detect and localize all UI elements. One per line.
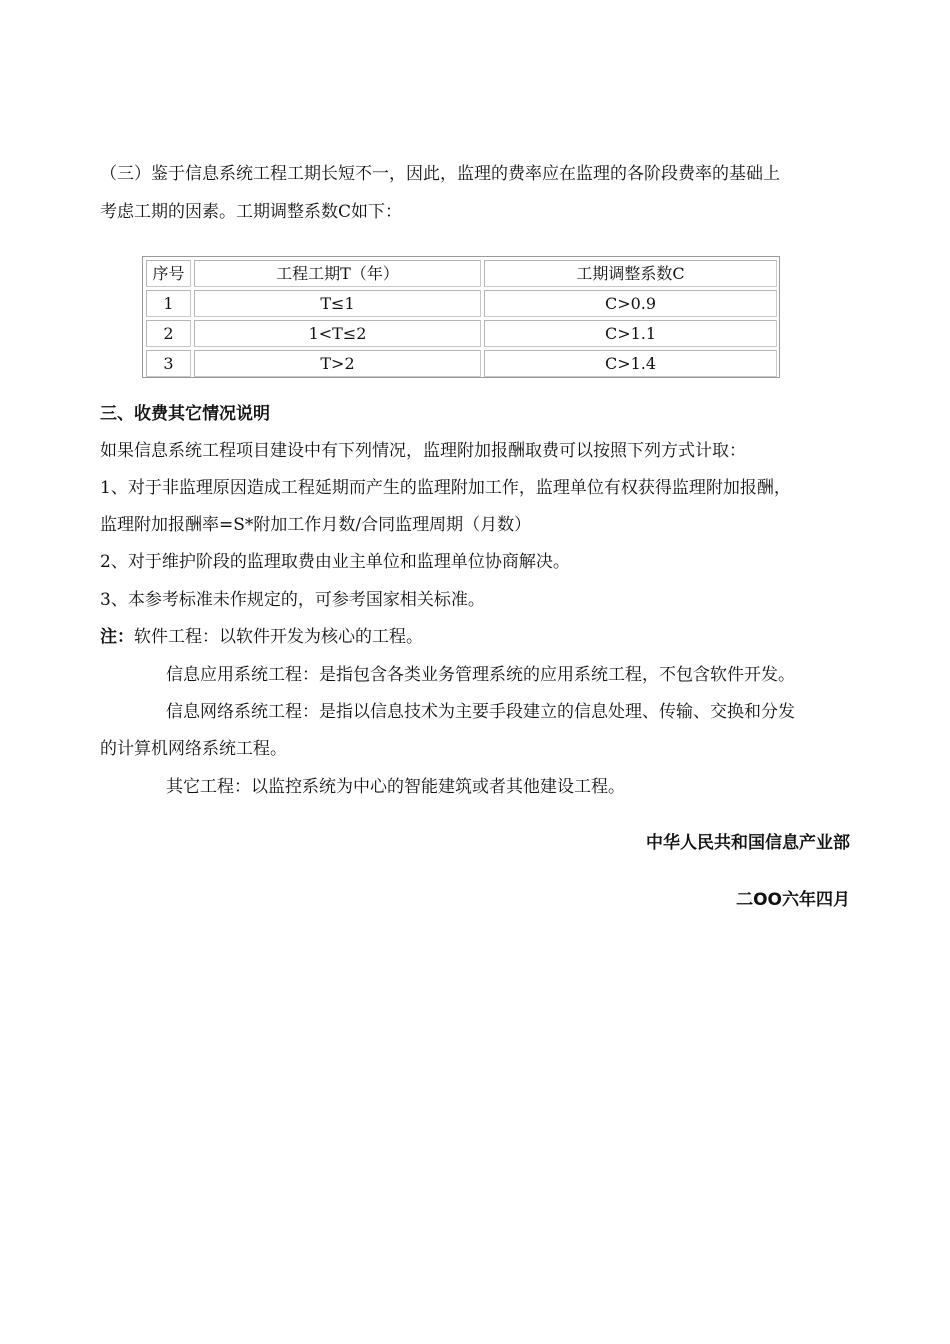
- note-network-line-2: 的计算机网络系统工程。: [100, 739, 287, 759]
- table-cell: T≤1: [194, 290, 481, 317]
- table-cell: T>2: [194, 350, 481, 377]
- table-cell: C>1.4: [484, 350, 777, 377]
- intro-line-2: 考虑工期的因素。工期调整系数C如下：: [100, 202, 403, 222]
- section-heading: 三、收费其它情况说明: [100, 404, 270, 424]
- item-1-line-2: 监理附加报酬率=S*附加工作月数/合同监理周期（月数）: [100, 515, 532, 535]
- table-cell: 2: [146, 320, 191, 347]
- note-other: 其它工程：以监控系统为中心的智能建筑或者其他建设工程。: [166, 777, 625, 797]
- table-cell: 1<T≤2: [194, 320, 481, 347]
- intro-line-1: （三）鉴于信息系统工程工期长短不一，因此，监理的费率应在监理的各阶段费率的基础上: [100, 164, 780, 184]
- note-software-text: 软件工程：以软件开发为核心的工程。: [134, 627, 423, 647]
- header-cell-period: 工程工期T（年）: [194, 260, 481, 287]
- note-software: [100, 621, 852, 653]
- item-2: 2、对于维护阶段的监理取费由业主单位和监理单位协商解决。: [100, 552, 570, 572]
- table-cell: 1: [146, 290, 191, 317]
- note-application: 信息应用系统工程：是指包含各类业务管理系统的应用系统工程，不包含软件开发。: [166, 665, 795, 685]
- table-cell: 3: [146, 350, 191, 377]
- table-cell: C>0.9: [484, 290, 777, 317]
- signature-org: 中华人民共和国信息产业部: [646, 833, 850, 853]
- adjustment-table: [142, 256, 780, 378]
- item-3: 3、本参考标准未作规定的，可参考国家相关标准。: [100, 590, 485, 610]
- item-1-line-1: 1、对于非监理原因造成工程延期而产生的监理附加工作，监理单位有权获得监理附加报酬，: [100, 478, 791, 498]
- header-cell-coefficient: 工期调整系数C: [484, 260, 777, 287]
- note-network-line-1: 信息网络系统工程：是指以信息技术为主要手段建立的信息处理、传输、交换和分发: [166, 702, 795, 722]
- header-cell-index: 序号: [146, 260, 191, 287]
- table-cell: C>1.1: [484, 320, 777, 347]
- signature-date: 二OO六年四月: [736, 890, 850, 910]
- section-intro: 如果信息系统工程项目建设中有下列情况，监理附加报酬取费可以按照下列方式计取：: [100, 441, 746, 461]
- note-label: 注：: [100, 627, 134, 647]
